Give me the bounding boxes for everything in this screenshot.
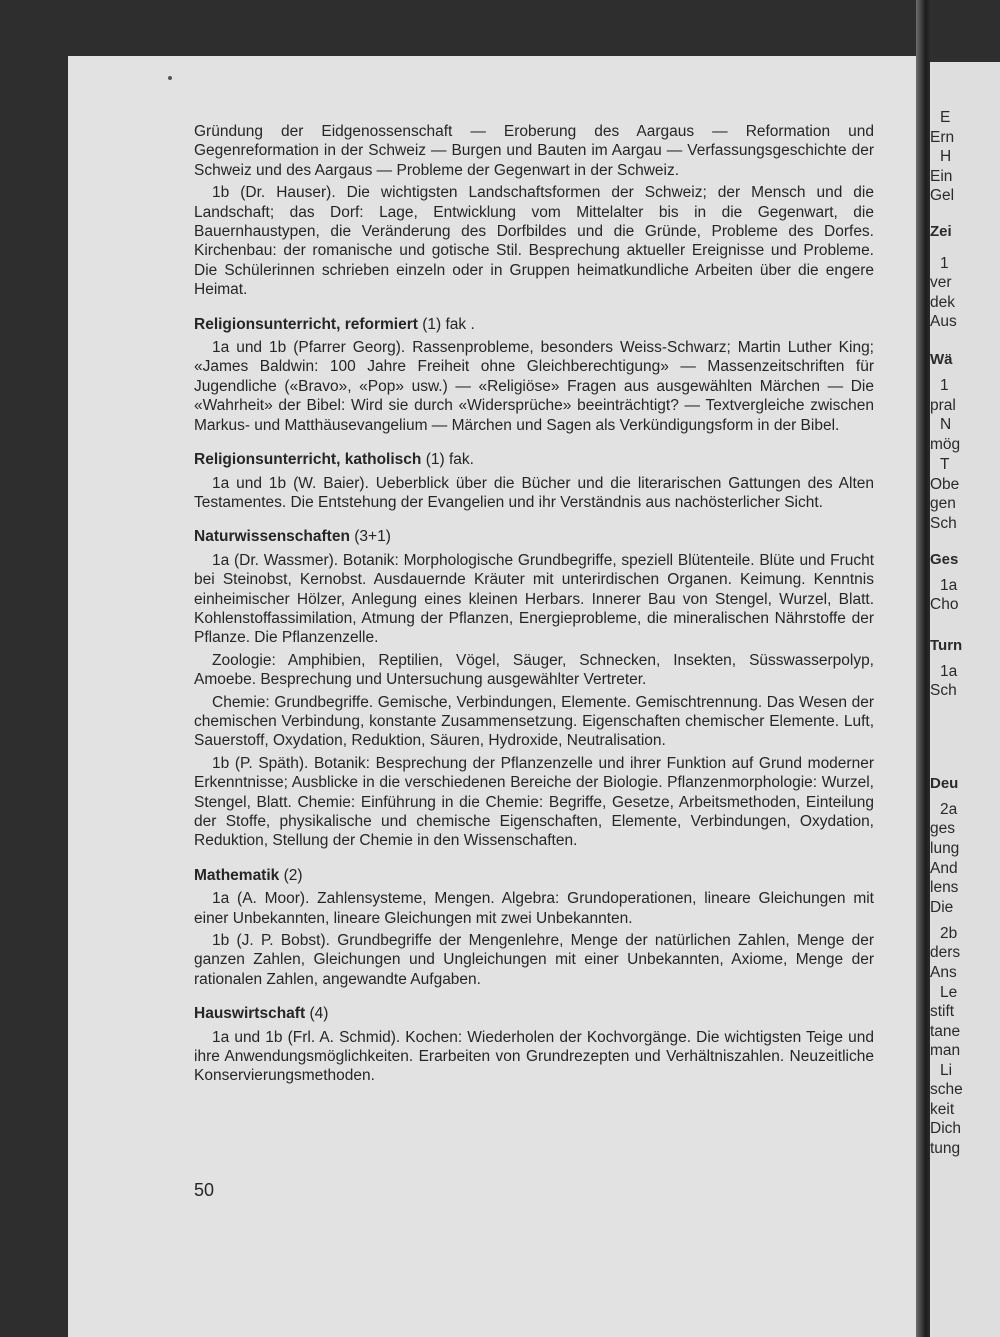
right-page-fragment: Obe	[930, 476, 960, 493]
right-page-fragment: Turn	[930, 637, 963, 654]
section-mathematik	[194, 866, 874, 989]
right-page-fragment: tane	[930, 1023, 961, 1040]
right-page-fragment: lung	[930, 840, 960, 857]
right-page-fragment: ver	[930, 274, 952, 291]
right-page-fragment: Li	[940, 1062, 953, 1079]
right-page-fragment: 1	[940, 255, 949, 272]
right-page-fragment: Gel	[930, 187, 955, 204]
section-paragraph: 1a und 1b (W. Baier). Ueberblick über die Bücher und die literarischen Gattungen des Alten Testamentes. Die Entstehung der Evangelien und ihr Verständnis aus nachösterlicher Sicht.	[194, 474, 874, 511]
section-naturwissenschaften	[194, 527, 874, 851]
right-page-fragment: lens	[930, 879, 959, 896]
intro-paragraph: Gründung der Eidgenossenschaft — Eroberung des Aargaus — Reformation und Gegenreformation in der Schweiz — Burgen und Bauten im Aargau — Verfassungsgeschichte der Schweiz und des Aargaus — Probleme der Gegenwart in der Schweiz.	[194, 123, 874, 179]
right-page-fragment: And	[930, 860, 958, 877]
section-paragraph: 1a (A. Moor). Zahlensysteme, Mengen. Algebra: Grundoperationen, lineare Gleichungen mit einer Unbekannten, lineare Gleichungen mit zwei Unbekannten.	[194, 890, 874, 927]
section-paragraph: Zoologie: Amphibien, Reptilien, Vögel, Säuger, Schnecken, Insekten, Süsswasserpolyp, Amoebe. Besprechung und Untersuchung ausgewählter Vertreter.	[194, 651, 874, 689]
right-page-fragment: Aus	[930, 313, 957, 330]
right-page-fragment: keit	[930, 1101, 955, 1118]
right-page-fragment: Die	[930, 899, 954, 916]
right-page-fragment: T	[940, 456, 950, 473]
right-page-fragment: mög	[930, 436, 961, 453]
section-hours: (1) fak .	[422, 315, 475, 333]
right-page-fragment: dek	[930, 294, 955, 311]
section-hours: (4)	[309, 1005, 329, 1023]
section-hours: (2)	[283, 866, 303, 884]
right-page-fragment: H	[940, 148, 952, 165]
page-number: 50	[194, 1180, 215, 1200]
right-page-fragment: 1a	[940, 663, 958, 680]
right-page-fragment: Zei	[930, 223, 952, 240]
right-page-fragment: man	[930, 1042, 961, 1059]
right-page-fragment: Sch	[930, 515, 957, 532]
intro-block	[194, 122, 874, 300]
page-text	[194, 122, 874, 1086]
right-page-fragment: E	[940, 109, 951, 126]
section-religion-katholisch	[194, 450, 874, 512]
right-page-fragment: N	[940, 416, 952, 433]
section-paragraph: 1a und 1b (Pfarrer Georg). Rassenprobleme, besonders Weiss-Schwarz; Martin Luther King; «James Baldwin: 100 Jahre Freiheit ohne Gleichberechtigung» — Massenzeitschriften für Jugendliche («Bravo», «Pop» usw.) — «Religiöse» Fragen aus ausgewählten Märchen — Die «Wahrheit» der Bibel: Wird sie durch «Widersprüche» beeinträchtigt? — Textvergleiche zwischen Markus- und Matthäusevangelium — Märchen und Sagen als Verkündigungsform in der Bibel.	[194, 339, 874, 434]
right-page-fragment: sche	[930, 1081, 963, 1098]
right-page-fragment: Sch	[930, 682, 957, 699]
section-title: Hauswirtschaft	[194, 1005, 306, 1023]
section-title: Religionsunterricht, reformiert	[194, 315, 418, 333]
right-page	[930, 62, 1000, 1337]
right-page-fragment: ges	[930, 820, 955, 837]
right-page-fragment: Deu	[930, 775, 959, 792]
right-page-fragment: Cho	[930, 596, 959, 613]
intro-paragraph: 1b (Dr. Hauser). Die wichtigsten Landschaftsformen der Schweiz; der Mensch und die Landschaft; das Dorf: Lage, Entwicklung vom Mittelalter bis in die Gegenwart, die Bauernhaustypen, die Veränderung des Dorfbildes und die Gründe, Probleme des Dorfes. Kirchenbau: der romanische und gotische Stil. Besprechung aktueller Ereignisse und Probleme. Die Schülerinnen schrieben einzeln oder in Gruppen heimatkundliche Arbeiten über die engere Heimat.	[194, 184, 874, 299]
section-paragraph: 1a (Dr. Wassmer). Botanik: Morphologische Grundbegriffe, speziell Blütenteile. Blüte und Frucht bei Steinobst, Kernobst. Ausdauernde Kräuter mit unterirdischen Organen. Keimung. Kenntnis einheimischer Hölzer, Anlegung eines kleinen Herbars. Innerer Bau von Stengel, Wurzel, Blatt. Kohlenstoffassimilation, Atmung der Pflanzen, Energieprobleme, die mineralischen Nährstoffe der Pflanze. Die Pflanzenzelle.	[194, 551, 874, 647]
right-page-fragment: pral	[930, 397, 956, 414]
section-paragraph: Chemie: Grundbegriffe. Gemische, Verbindungen, Elemente. Gemischtrennung. Das Wesen der chemischen Verbindung, konstante Zusammensetzung. Eigenschaften chemischer Elemente. Luft, Sauerstoff, Oxydation, Reduktion, Säuren, Hydroxide, Neutralisation.	[194, 693, 874, 750]
section-heading	[194, 450, 874, 469]
section-religion-reformiert	[194, 315, 874, 435]
section-paragraph: 1b (P. Späth). Botanik: Besprechung der Pflanzenzelle und ihrer Funktion auf Grund moderner Erkenntnisse; Ausblicke in die verschiedenen Bereiche der Biologie. Pflanzenmorphologie: Wurzel, Stengel, Blatt. Chemie: Einführung in die Chemie: Begriffe, Gesetze, Arbeitsmethoden, Einteilung der Stoffe, physikalische und chemische Eigenschaften, Elemente, Verbindungen, Oxydation, Reduktion, Stellung der Chemie in den Wissenschaften.	[194, 754, 874, 850]
section-title: Mathematik	[194, 866, 280, 884]
section-paragraph: 1b (J. P. Bobst). Grundbegriffe der Mengenlehre, Menge der natürlichen Zahlen, Menge der ganzen Zahlen, Gleichungen und Ungleichungen mit einer Unbekannten, Axiome, Menge der rationalen Zahlen, angewandte Aufgaben.	[194, 932, 874, 988]
section-heading	[194, 866, 874, 885]
right-page-fragment: 1	[940, 377, 949, 394]
right-page-fragment: 2a	[940, 801, 958, 818]
section-heading	[194, 1004, 874, 1023]
section-hours: (1) fak.	[425, 451, 474, 469]
right-page-fragment: Ern	[930, 129, 955, 146]
right-page-fragment: gen	[930, 495, 956, 512]
section-title: Religionsunterricht, katholisch	[194, 451, 422, 469]
section-hauswirtschaft	[194, 1004, 874, 1086]
right-page-fragment: Le	[940, 984, 958, 1001]
right-page-fragment: Ans	[930, 964, 957, 981]
section-title: Naturwissenschaften	[194, 528, 350, 546]
right-page-fragment: Ein	[930, 168, 953, 185]
section-paragraph: 1a und 1b (Frl. A. Schmid). Kochen: Wiederholen der Kochvorgänge. Die wichtigsten Teige und ihre Anwendungsmöglichkeiten. Erarbeiten von Grundrezepten und Verhältniszahlen. Neuzeitliche Konservierungsmethoden.	[194, 1028, 874, 1085]
right-page-fragment: Wä	[930, 351, 953, 368]
section-hours: (3+1)	[354, 528, 391, 546]
section-heading	[194, 315, 874, 334]
right-page-fragment: ders	[930, 944, 961, 961]
right-page-fragment: 1a	[940, 577, 958, 594]
scan-speck	[168, 76, 172, 80]
section-heading	[194, 527, 874, 546]
right-page-fragment: tung	[930, 1140, 961, 1157]
right-page-fragment: 2b	[940, 925, 958, 942]
right-page-fragment: stift	[930, 1003, 955, 1020]
right-page-column	[930, 62, 1000, 1337]
right-page-fragment: Dich	[930, 1120, 962, 1137]
right-page-fragment: Ges	[930, 551, 959, 568]
